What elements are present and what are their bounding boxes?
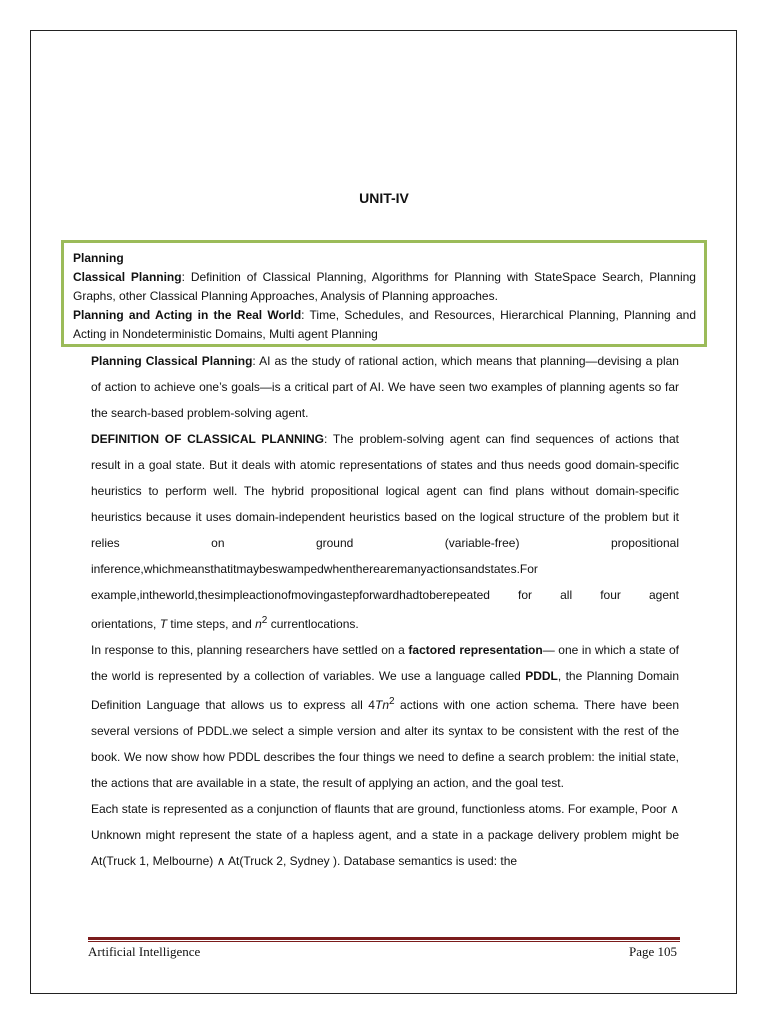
factored-text-4: actions with one action schema. There have been several versions of PDDL.we select a simple version and alter its syntax to be consistent with the rest of the book. We now show how PDDL describes the four things we need to define a search problem: the initial state, the actions that are available in a state, the result of applying an action, and the goal test. bbox=[91, 698, 679, 790]
syllabus-classical-label: Classical Planning bbox=[73, 270, 182, 284]
factored-text-3: , the Planning Domain Definition Language that allows us to express all 4 bbox=[91, 669, 680, 712]
syllabus-line-classical bbox=[73, 268, 696, 306]
factored-text-1: In response to this, planning researchers have settled on a bbox=[91, 643, 409, 657]
paragraph-definition bbox=[91, 426, 679, 556]
syllabus-real-world-label: Planning and Acting in the Real World bbox=[73, 308, 302, 322]
syllabus-classical-text: : Definition of Classical Planning, Algorithms for Planning with StateSpace Search, Planning Graphs, other Classical Planning Approaches, Analysis of Planning approaches. bbox=[73, 270, 696, 303]
definition-line-inference: inference,whichmeansthatitmaybeswampedwhentherearemanyactionsandstates.For bbox=[91, 562, 538, 576]
superscript-2: 2 bbox=[261, 615, 268, 626]
definition-line-example: example,intheworld,thesimpleactionofmovingastepforwardhadtoberepeated for all four agent bbox=[91, 588, 679, 602]
variable-n-2: n bbox=[382, 698, 390, 712]
definition-text: : The problem-solving agent can find sequences of actions that result in a goal state. But it deals with atomic representations of states and thus needs good domain-specific heuristics to perform well. The hybrid propositional logical agent can find plans without domain-specific heuristics because it uses domain-independent heuristics based on the logical structure of the problem but it relies on ground (variable-free) propositional bbox=[91, 432, 679, 550]
pddl-term: PDDL bbox=[525, 669, 558, 683]
paragraph-factored bbox=[91, 637, 679, 796]
definition-label: DEFINITION OF CLASSICAL PLANNING bbox=[91, 432, 325, 446]
variable-T-2: T bbox=[374, 698, 383, 712]
syllabus-heading: Planning bbox=[73, 251, 124, 265]
factored-representation-term: factored representation bbox=[408, 643, 543, 657]
syllabus-line-real-world bbox=[73, 306, 696, 344]
superscript-2b: 2 bbox=[389, 696, 395, 707]
footer-rule bbox=[88, 937, 680, 940]
syllabus-real-world-text: : Time, Schedules, and Resources, Hierarchical Planning, Planning and Acting in Nondeterministic Domains, Multi agent Planning bbox=[73, 308, 696, 341]
variable-n: n bbox=[255, 617, 262, 631]
orientations-text-2: time steps, and bbox=[167, 617, 256, 631]
footer-course-title: Artificial Intelligence bbox=[88, 944, 201, 959]
paragraph-state-representation: Each state is represented as a conjunction of flaunts that are ground, functionless atoms. For example, Poor ∧ Unknown might represent the state of a hapless agent, and a state in a package delivery problem might be At(Truck 1, Melbourne) ∧ At(Truck 2, Sydney ). Database semantics is used: the bbox=[91, 802, 679, 868]
orientations-text-3: currentlocations. bbox=[267, 617, 359, 631]
variable-T: T bbox=[159, 617, 168, 631]
footer-rule-thin bbox=[88, 941, 680, 942]
body-content bbox=[91, 348, 679, 874]
factored-text-2: — one in which a state of the world is represented by a collection of variables. We use a language called bbox=[91, 643, 679, 683]
intro-text: : AI as the study of rational action, which means that planning—devising a plan of action to achieve one’s goals—is a critical part of AI. We have seen two examples of planning agents so far the search-based problem-solving agent. bbox=[91, 354, 679, 420]
footer-page-number: Page 105 bbox=[628, 944, 677, 959]
syllabus-box bbox=[61, 240, 707, 347]
definition-line-orientations bbox=[91, 608, 679, 637]
orientations-text: orientations, bbox=[91, 617, 160, 631]
intro-label: Planning Classical Planning bbox=[91, 354, 253, 368]
unit-title: UNIT-IV bbox=[359, 190, 409, 206]
paragraph-intro bbox=[91, 348, 679, 426]
